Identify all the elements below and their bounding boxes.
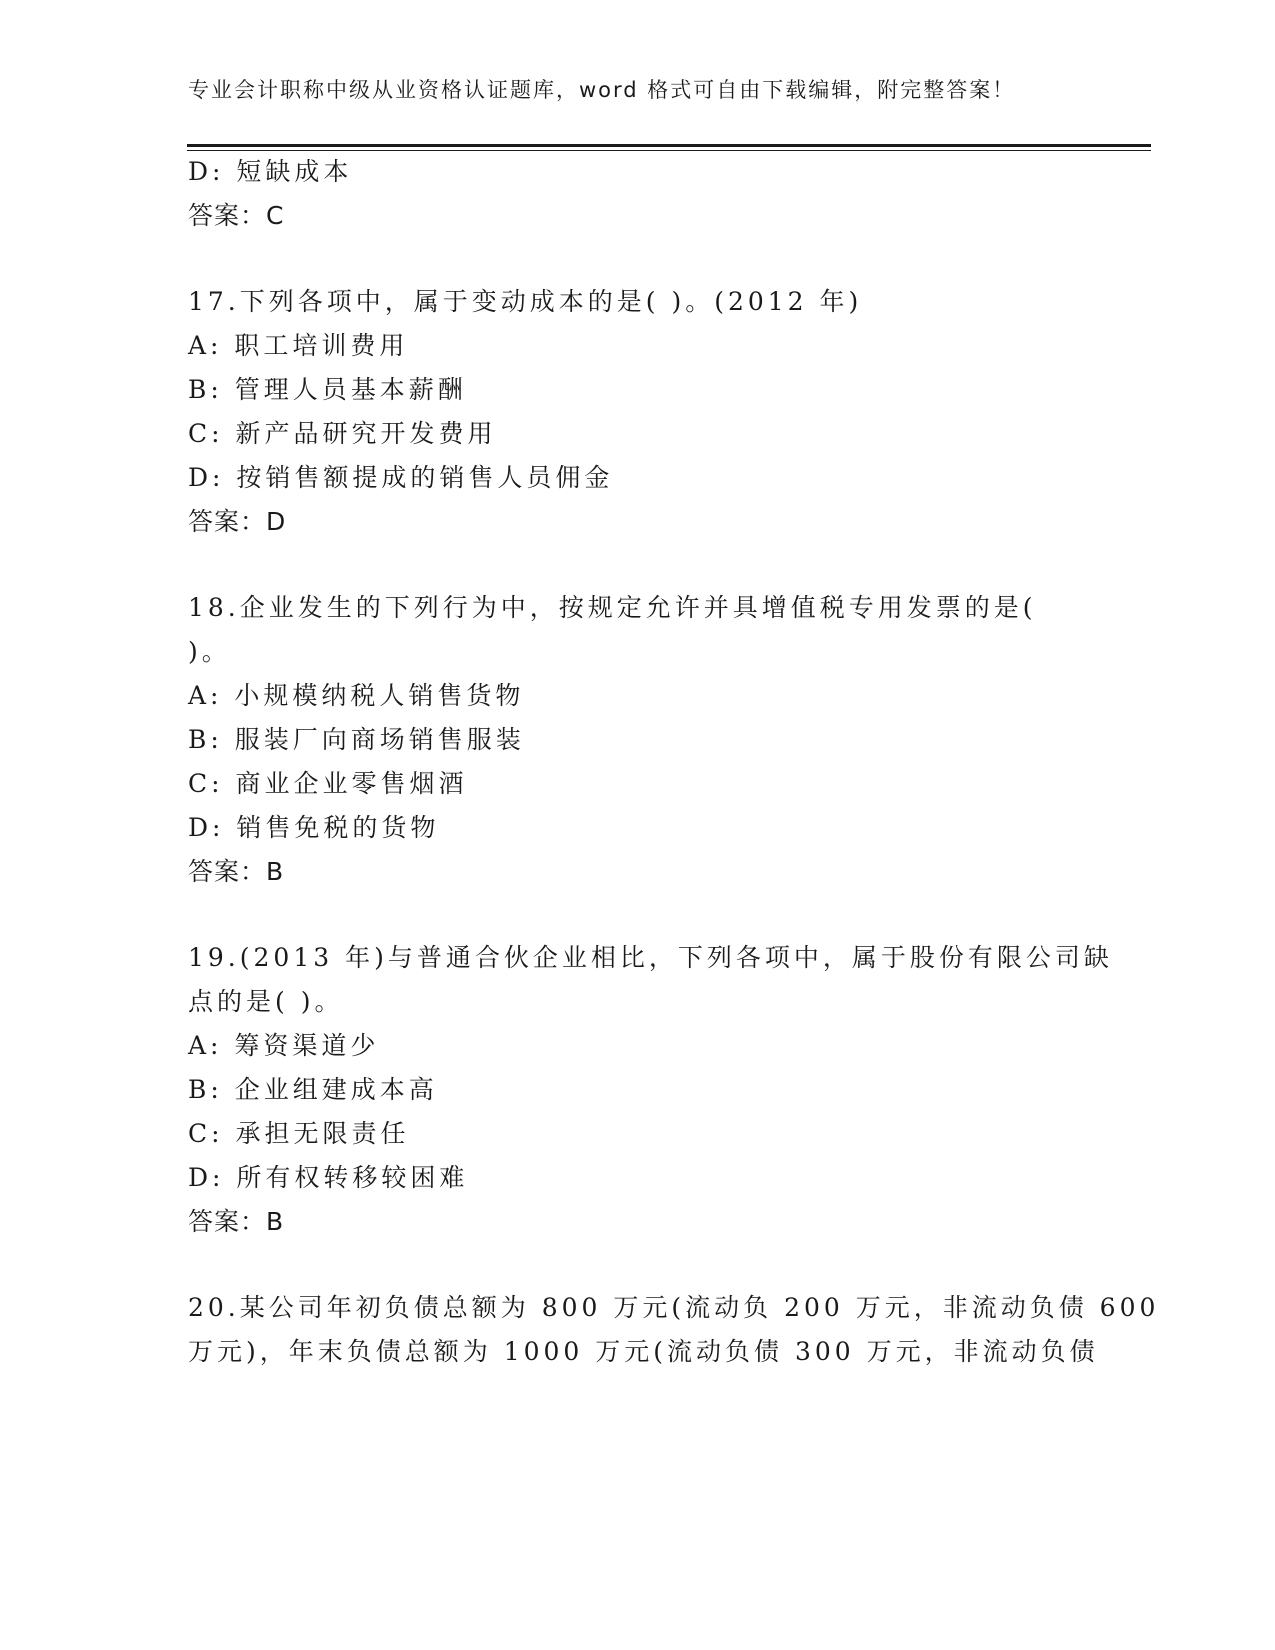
question-20-stem-line-1: 20.某公司年初负债总额为 800 万元(流动负 200 万元，非流动负债 600 <box>188 1293 1160 1322</box>
answer-value: D <box>266 507 287 536</box>
answer-line <box>188 200 284 232</box>
header-rule-thin <box>187 150 1151 151</box>
question-17-answer <box>188 506 286 538</box>
question-18-stem-line-2: )。 <box>188 637 231 666</box>
question-18-option-b: B: 服装厂向商场销售服装 <box>188 725 525 754</box>
answer-label: 答案： <box>188 507 267 536</box>
question-17-option-b: B: 管理人员基本薪酬 <box>188 375 467 404</box>
question-20-stem-line-2: 万元)，年末负债总额为 1000 万元(流动负债 300 万元，非流动负债 <box>188 1337 1099 1366</box>
answer-label: 答案： <box>188 1207 267 1236</box>
question-19-stem-line-1: 19.(2013 年)与普通合伙企业相比，下列各项中，属于股份有限公司缺 <box>188 943 1113 972</box>
header-rule-thick <box>187 144 1151 147</box>
option-d: D: 短缺成本 <box>188 157 353 186</box>
question-18-stem-line-1: 18.企业发生的下列行为中，按规定允许并具增值税专用发票的是( <box>188 593 1037 622</box>
question-17-option-c: C: 新产品研究开发费用 <box>188 419 497 448</box>
question-18-answer <box>188 856 284 888</box>
page-header: 专业会计职称中级从业资格认证题库，word 格式可自由下载编辑，附完整答案！ <box>188 78 1016 102</box>
question-19-answer <box>188 1206 284 1238</box>
question-17-option-a: A: 职工培训费用 <box>188 331 409 360</box>
question-19-option-a: A: 筹资渠道少 <box>188 1031 380 1060</box>
question-18-option-c: C: 商业企业零售烟酒 <box>188 769 468 798</box>
answer-label: 答案： <box>188 857 267 886</box>
question-19-option-b: B: 企业组建成本高 <box>188 1075 438 1104</box>
question-18-option-a: A: 小规模纳税人销售货物 <box>188 681 525 710</box>
question-18-option-d: D: 销售免税的货物 <box>188 813 440 842</box>
answer-value: B <box>266 1207 285 1236</box>
answer-label: 答案： <box>188 201 267 230</box>
question-17-stem: 17.下列各项中，属于变动成本的是( )。(2012 年) <box>188 287 863 316</box>
question-19-option-c: C: 承担无限责任 <box>188 1119 410 1148</box>
answer-value: C <box>266 201 285 230</box>
answer-value: B <box>266 857 285 886</box>
question-19-option-d: D: 所有权转移较困难 <box>188 1163 469 1192</box>
question-17-option-d: D: 按销售额提成的销售人员佣金 <box>188 463 614 492</box>
question-19-stem-line-2: 点的是( )。 <box>188 987 344 1016</box>
